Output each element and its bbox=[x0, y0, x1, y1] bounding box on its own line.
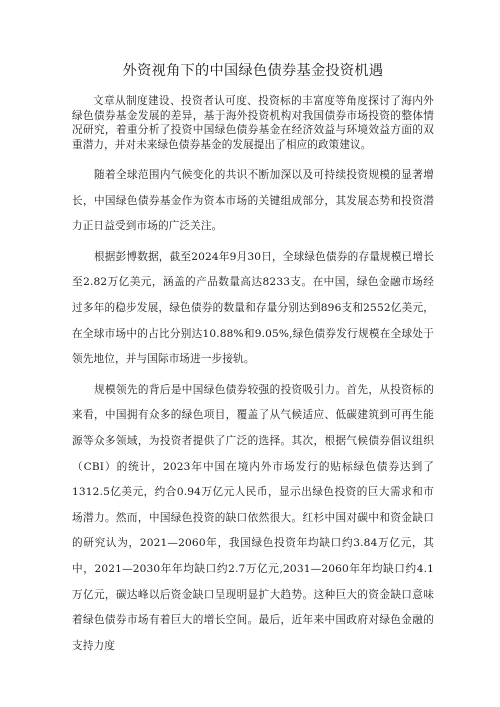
document-title: 外资视角下的中国绿色债券基金投资机遇 bbox=[122, 63, 384, 79]
body-paragraph-1: 随着全球范围内气候变化的共识不断加深以及可持续投资规模的显著增长，中国绿色债券基金作为资本市场的关键组成部分，其发展态势和投资潜力正日益受到市场的广泛关注。 bbox=[72, 169, 434, 233]
body-paragraph-3: 规模领先的背后是中国绿色债券较强的投资吸引力。首先，从投资标的来看，中国拥有众多的绿色项目，覆盖了从气候适应、低碳建筑到可再生能源等众多领域，为投资者提供了广泛的选择。其次，根据气候债券倡议组织（CBI）的统计，2023年中国在境内外市场发行的贴标绿色债券达到了1312.5亿美元，约合0.94万亿元人民币，显示出绿色投资的巨大需求和市场潜力。然而，中国绿色投资的缺口依然很大。红杉中国对碳中和资金缺口的研究认为，2021—2060年，我国绿色投资年均缺口约3.84万亿元，其中，2021—2030年年均缺口约2.7万亿元,2031—2060年年均缺口约4.1万亿元，碳达峰以后资金缺口呈现明显扩大趋势。这种巨大的资金缺口意味着绿色债券市场有着巨大的增长空间。最后，近年来中国政府对绿色金融的支持力度 bbox=[72, 383, 434, 652]
document-abstract: 文章从制度建设、投资者认可度、投资标的丰富度等角度探讨了海内外绿色债券基金发展的差异，基于海外投资机构对我国债券市场投资的整体情况研究，着重分析了投资中国绿色债券基金在经济效益与环境效益方面的双重潜力，并对未来绿色债券基金的发展提出了相应的政策建议。 bbox=[72, 95, 434, 151]
body-paragraph-2: 根据彭博数据，截至2024年9月30日，全球绿色债券的存量规模已增长至2.82万亿美元，涵盖的产品数量高达8233支。在中国，绿色金融市场经过多年的稳步发展，绿色债券的数量和存量分别达到896支和2552亿美元，在全球市场中的占比分别达10.88%和9.05%,绿色债券发行规模在全球处于领先地位，并与国际市场进一步接轨。 bbox=[72, 250, 434, 366]
